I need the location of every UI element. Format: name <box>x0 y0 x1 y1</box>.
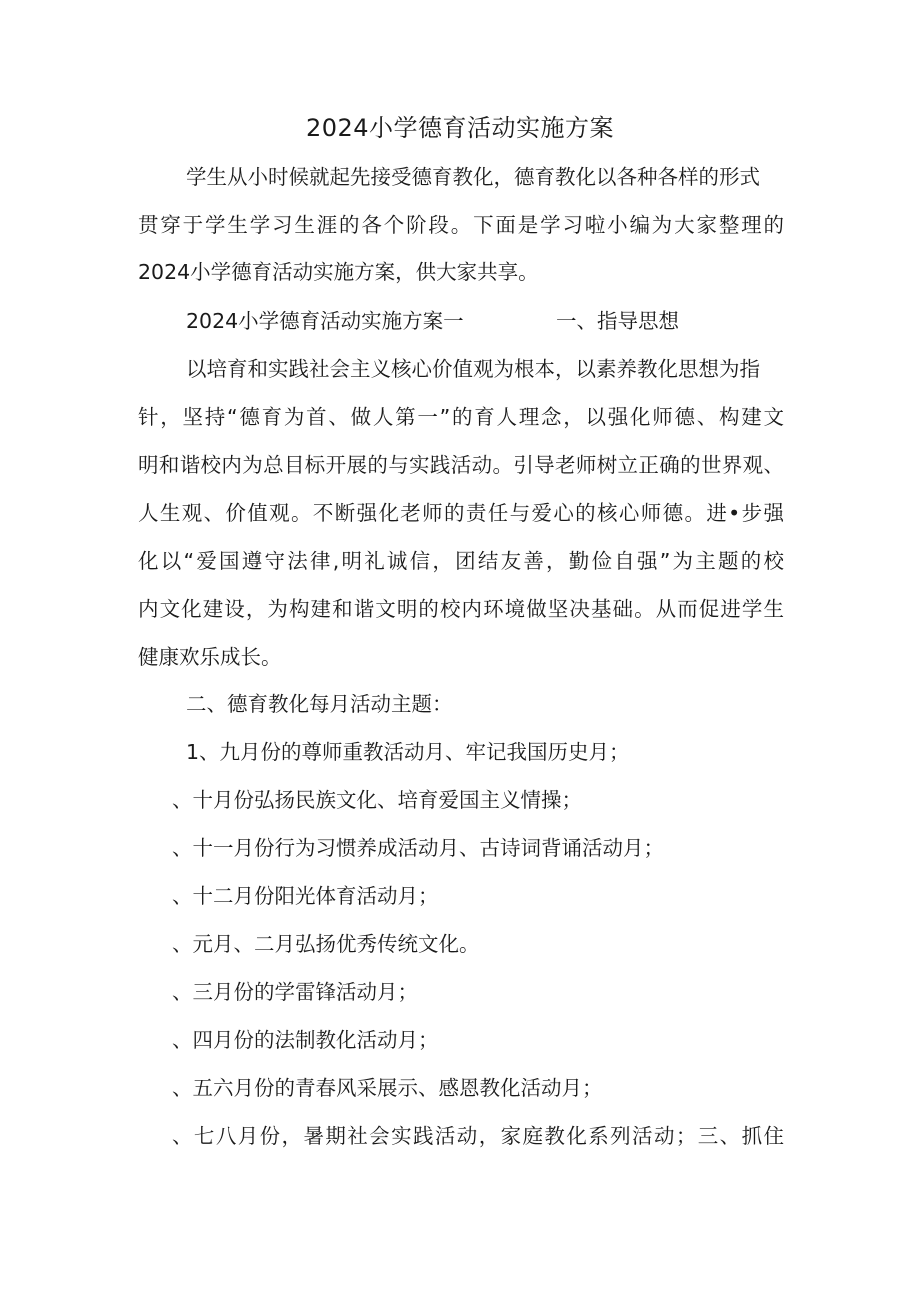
monthly-item-7: 、四月份的法制教化活动月； <box>172 1028 439 1052</box>
intro-line-1: 学生从小时候就起先接受德育教化，德育教化以各种各样的形式 <box>186 165 760 189</box>
guiding-line-6: 内文化建设，为构建和谐文明的校内环境做坚决基础。从而促进学生 <box>138 597 784 621</box>
guiding-line-2: 针，坚持“德育为首、做人第一”的育人理念，以强化师德、构建文 <box>138 405 784 429</box>
guiding-line-7: 健康欢乐成长。 <box>138 645 282 669</box>
document-title: 2024小学德育活动实施方案 <box>305 114 615 142</box>
section-heading-left: 2024小学德育活动实施方案一 <box>186 309 464 333</box>
monthly-heading: 二、德育教化每月活动主题： <box>186 692 453 716</box>
guiding-line-4: 人生观、价值观。不断强化老师的责任与爱心的核心师德。进•步强 <box>138 501 784 525</box>
intro-line-2: 贯穿于学生学习生涯的各个阶段。下面是学习啦小编为大家整理的 <box>138 213 784 237</box>
monthly-item-3: 、十一月份行为习惯养成活动月、古诗词背诵活动月； <box>172 836 664 860</box>
guiding-line-1: 以培育和实践社会主义核心价值观为根本，以素养教化思想为指 <box>186 357 760 381</box>
last-line: 、七八月份，暑期社会实践活动，家庭教化系列活动；三、抓住 <box>172 1124 784 1148</box>
guiding-line-3: 明和谐校内为总目标开展的与实践活动。引导老师树立正确的世界观、 <box>138 453 784 477</box>
monthly-item-4: 、十二月份阳光体育活动月； <box>172 884 439 908</box>
monthly-item-2: 、十月份弘扬民族文化、培育爱国主义情操； <box>172 788 582 812</box>
section-heading-right: 一、指导思想 <box>556 309 679 333</box>
monthly-item-5: 、元月、二月弘扬优秀传统文化。 <box>172 932 480 956</box>
guiding-line-5: 化以“爱国遵守法律,明礼诚信，团结友善，勤俭自强”为主题的校 <box>138 549 784 573</box>
monthly-item-6: 、三月份的学雷锋活动月； <box>172 980 418 1004</box>
intro-line-3: 2024小学德育活动实施方案，供大家共享。 <box>138 260 539 284</box>
monthly-item-1: 1、九月份的尊师重教活动月、牢记我国历史月； <box>186 740 630 764</box>
monthly-item-8: 、五六月份的青春风采展示、感恩教化活动月； <box>172 1076 603 1100</box>
